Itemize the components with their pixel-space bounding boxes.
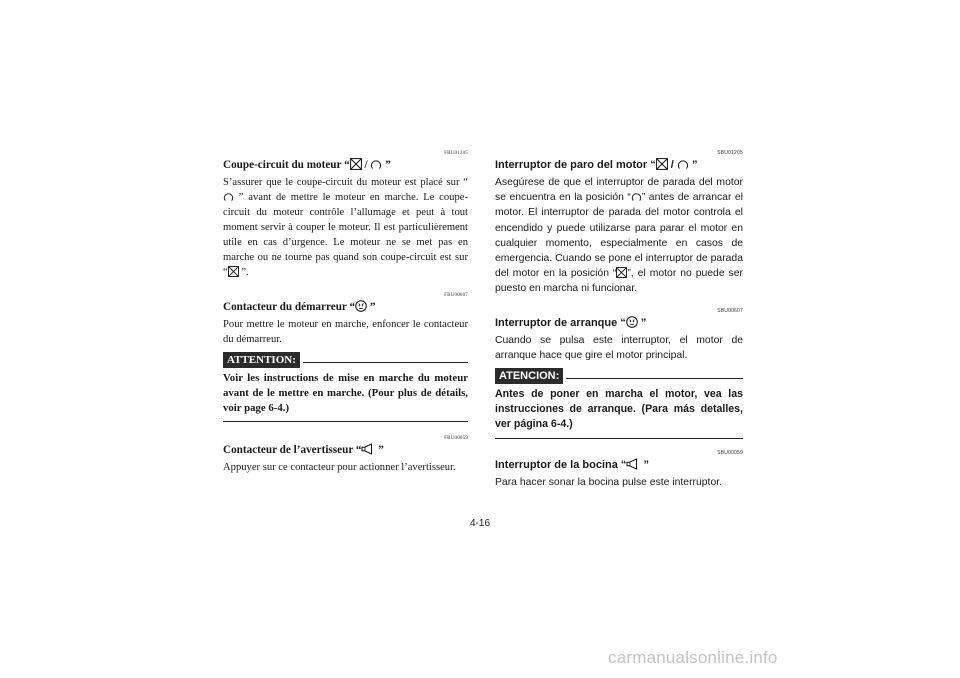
section-code: SBU00059 <box>717 449 743 456</box>
heading-text: Interruptor de la bocina “ <box>495 458 627 471</box>
section-heading <box>495 316 743 331</box>
engine-run-icon <box>631 191 642 202</box>
section-heading <box>495 458 743 473</box>
section-code: SBU00607 <box>717 307 743 314</box>
body-part: ”. <box>238 267 249 278</box>
section-body: Cuando se pulsa este interruptor, el motor de arranque hace que gire el motor principal. <box>495 334 743 361</box>
start-switch-section-es <box>495 308 743 439</box>
section-code: FBU00607 <box>444 293 468 298</box>
heading-text: Coupe-circuit du moteur “ <box>223 159 350 171</box>
kill-switch-section-fr <box>223 150 468 280</box>
horn-switch-section-es <box>495 450 743 490</box>
heading-suffix: ” <box>637 316 647 329</box>
attention-label: ATTENTION: <box>223 352 300 368</box>
page-number: 4-16 <box>469 518 490 529</box>
attention-label: ATENCION: <box>495 368 563 384</box>
engine-off-icon <box>350 158 362 170</box>
attention-header <box>495 368 743 384</box>
attention-text: Voir les instructions de mise en marche du moteur avant de le mettre en marche. (Pour plus de détails, voir page 6-4.) <box>223 372 468 414</box>
kill-switch-section-es <box>495 150 743 297</box>
section-body <box>223 175 468 280</box>
body-part: ”, el motor no puede ser puesto en marcha ni funcionar. <box>495 268 743 295</box>
section-code: SBU01205 <box>717 150 743 156</box>
body-part: Asegúrese de que el interruptor de parada del motor se encuentra en la posición “ <box>495 177 743 204</box>
heading-suffix: ” <box>688 159 698 171</box>
body-part: ” antes de arrancar el motor. El interruptor de parada del motor controla el encendido y puede utilizarse para parar el motor en cualquier momento, especialmente en casos de emergencia. Cuando se pone el interruptor de parada del motor en la posición “ <box>495 192 743 280</box>
engine-run-icon <box>370 158 382 170</box>
section-heading <box>223 158 468 173</box>
heading-text: Interruptor de paro del motor “ <box>495 159 656 171</box>
section-heading <box>223 300 468 315</box>
attention-rule <box>566 378 743 379</box>
horn-icon <box>626 458 640 470</box>
heading-text: Contacteur du démarreur “ <box>223 301 356 313</box>
engine-run-icon <box>223 191 234 202</box>
section-body <box>495 175 743 297</box>
section-body: Appuyer sur ce contacteur pour actionner l’avertisseur. <box>223 462 456 473</box>
starter-icon <box>355 300 367 312</box>
heading-separator: / <box>361 159 371 171</box>
heading-suffix: ” <box>640 458 649 471</box>
engine-off-icon <box>228 266 239 277</box>
heading-suffix: ” <box>367 301 376 313</box>
section-body: Pour mettre le moteur en marche, enfoncer le contacteur du démarreur. <box>223 319 468 345</box>
section-code: FBU01205 <box>444 151 468 156</box>
heading-suffix: ” <box>382 159 391 171</box>
engine-off-icon <box>616 267 627 278</box>
horn-icon <box>361 443 375 455</box>
french-column <box>223 150 468 475</box>
attention-text: Antes de poner en marcha el motor, vea las instrucciones de arranque. (Para más detalles, ver página 6-4.) <box>495 388 743 431</box>
attention-header <box>223 352 468 368</box>
body-part: ” avant de mettre le moteur en marche. Le coupe-circuit du moteur contrôle l’allumage et peut à tout moment servir à couper le moteur. Il est particulièrement utile en cas d’urgence. Le moteur ne se met pas en marche ou ne tourne pas quand son coupe-circuit est sur “ <box>223 192 468 278</box>
heading-separator: / <box>667 159 677 171</box>
body-part: S’assurer que le coupe-circuit du moteur est placé sur “ <box>223 177 468 188</box>
engine-off-icon <box>656 158 668 170</box>
horn-switch-section-fr <box>223 435 468 475</box>
attention-rule <box>303 362 468 363</box>
section-body: Para hacer sonar la bocina pulse este interruptor. <box>495 476 722 488</box>
section-code: FBU00059 <box>444 436 468 441</box>
watermark: carmanualsonline.info <box>608 648 778 667</box>
heading-text: Interruptor de arranque “ <box>495 316 626 329</box>
engine-run-icon <box>677 158 689 170</box>
spanish-column <box>495 150 743 490</box>
heading-suffix: ” <box>375 444 384 456</box>
heading-text: Contacteur de l’avertisseur “ <box>223 444 362 456</box>
section-heading <box>495 158 743 173</box>
starter-icon <box>626 316 638 328</box>
start-switch-section-fr <box>223 292 468 422</box>
section-heading <box>223 443 468 458</box>
